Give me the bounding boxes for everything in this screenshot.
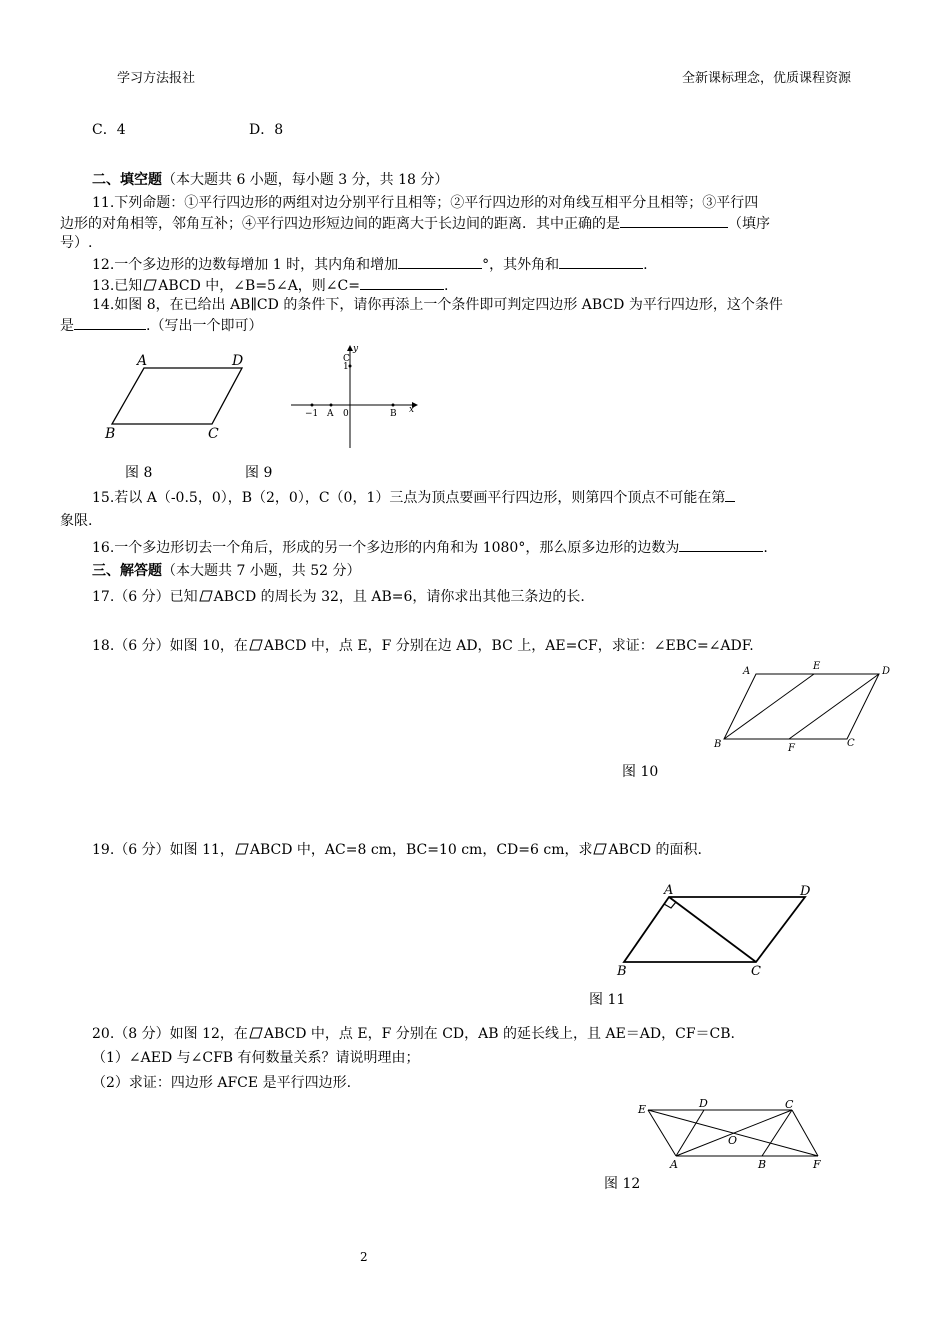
fig10-label-b: B xyxy=(714,739,722,750)
fig12-label-a: A xyxy=(670,1158,678,1171)
fig8-caption: 图 8 xyxy=(125,465,153,481)
q17 xyxy=(92,587,585,607)
fig11-diagonal-ac xyxy=(669,897,756,962)
option-c: C．4 xyxy=(92,122,126,138)
q14-blank[interactable] xyxy=(74,315,146,330)
parallelogram-icon xyxy=(143,279,157,291)
q15-line1 xyxy=(92,487,735,508)
fig9-label-one: 1 xyxy=(343,362,349,372)
fig9-point-neg1 xyxy=(311,404,314,407)
fig10-caption: 图 10 xyxy=(622,764,659,780)
parallelogram-icon xyxy=(249,639,263,651)
fig8-parallelogram xyxy=(112,368,242,424)
q20 xyxy=(92,1024,735,1044)
section2-heading xyxy=(92,170,448,190)
fig10-label-c: C xyxy=(847,738,855,749)
q11-line2-text: 边形的对角相等，邻角互补；④平行四边形短边间的距离大于长边间的距离．其中正确的是 xyxy=(60,216,620,232)
fig12-label-e: E xyxy=(638,1103,647,1116)
fig12-line-cb xyxy=(762,1110,792,1156)
fig12-label-o: O xyxy=(728,1134,738,1147)
fig8-label-a: A xyxy=(137,353,148,369)
q14-line2 xyxy=(60,315,262,336)
fig10-label-e: E xyxy=(813,661,821,672)
fig9-point-b xyxy=(392,404,395,407)
figure-10 xyxy=(706,656,896,758)
fig9-point-a xyxy=(330,404,333,407)
fig8-label-b: B xyxy=(105,426,116,442)
section3-heading xyxy=(92,561,361,581)
parallelogram-icon xyxy=(199,590,213,602)
q14-line1: 14.如图 8，在已给出 AB∥CD 的条件下，请你再添上一个条件即可判定四边形 ABCD 为平行四边形，这个条件 xyxy=(92,297,783,313)
q17-text-a: 17.（6 分）已知 xyxy=(92,589,198,605)
fig10-label-d: D xyxy=(882,666,891,677)
fig12-label-f: F xyxy=(813,1158,821,1171)
fig9-label-neg1: −1 xyxy=(305,409,319,419)
fig12-label-c: C xyxy=(785,1098,794,1111)
q20-text-b: ABCD 中，点 E，F 分别在 CD，AB 的延长线上，且 AE＝AD，CF＝CB. xyxy=(263,1026,735,1042)
q15-blank[interactable] xyxy=(725,487,735,502)
fig8-label-d: D xyxy=(232,353,244,369)
q13-blank[interactable] xyxy=(360,275,444,290)
fig11-label-d: D xyxy=(800,884,811,899)
fig9-caption: 图 9 xyxy=(245,465,273,481)
q12-blank-1[interactable] xyxy=(398,254,482,269)
q13 xyxy=(92,275,448,296)
fig10-label-a: A xyxy=(743,666,751,677)
parallelogram-icon xyxy=(593,843,607,855)
q11-answer-blank[interactable] xyxy=(620,213,728,228)
fig11-label-b: B xyxy=(617,964,627,979)
option-d: D．8 xyxy=(249,122,284,138)
fig12-line-ad xyxy=(676,1110,704,1156)
parallelogram-icon xyxy=(235,843,249,855)
q12 xyxy=(92,254,648,275)
page-number: 2 xyxy=(360,1250,368,1264)
fig11-label-a: A xyxy=(664,883,674,898)
q16-text-a: 16.一个多边形切去一个角后，形成的另一个多边形的内角和为 1080°，那么原多边形的边数为 xyxy=(92,540,680,556)
header-left: 学习方法报社 xyxy=(117,71,196,86)
fig9-label-x: x xyxy=(409,405,415,415)
fig11-label-c: C xyxy=(751,964,761,979)
fig12-label-b: B xyxy=(758,1158,767,1171)
fig12-line-cf xyxy=(792,1110,818,1156)
q12-text-c: . xyxy=(643,257,648,273)
fig9-label-b: B xyxy=(390,409,397,419)
header-right: 全新课标理念，优质课程资源 xyxy=(682,71,852,86)
section2-title: 二、填空题 xyxy=(92,172,162,188)
fig9-label-y: y xyxy=(353,344,359,354)
q20-part2: （2）求证：四边形 AFCE 是平行四边形. xyxy=(92,1075,352,1091)
q13-text-b: ABCD 中，∠B=5∠A，则∠C= xyxy=(158,278,360,294)
figure-12 xyxy=(632,1094,832,1176)
q11-line2 xyxy=(60,213,770,234)
q11-line3: 号）. xyxy=(60,235,93,251)
q20-part1: （1）∠AED 与∠CFB 有何数量关系？请说明理由； xyxy=(92,1050,420,1066)
q13-text-a: 13.已知 xyxy=(92,278,143,294)
q17-text-b: ABCD 的周长为 32，且 AB=6，请你求出其他三条边的长. xyxy=(213,589,585,605)
parallelogram-icon xyxy=(249,1027,263,1039)
fig11-caption: 图 11 xyxy=(589,992,626,1008)
fig12-caption: 图 12 xyxy=(604,1176,641,1192)
section3-title: 三、解答题 xyxy=(92,563,162,579)
section2-note: （本大题共 6 小题，每小题 3 分，共 18 分） xyxy=(162,172,449,188)
fig12-label-d: D xyxy=(699,1097,708,1110)
q20-text-a: 20.（8 分）如图 12，在 xyxy=(92,1026,248,1042)
fig9-label-a: A xyxy=(327,409,334,419)
q13-text-c: . xyxy=(443,278,449,294)
fig12-line-ef xyxy=(648,1110,818,1156)
q11-line2-tail: （填序 xyxy=(728,216,770,232)
figure-9 xyxy=(288,342,423,452)
q19-text-c: ABCD 的面积. xyxy=(608,842,702,858)
fig8-label-c: C xyxy=(208,426,219,442)
fig10-label-f: F xyxy=(788,743,795,754)
q12-blank-2[interactable] xyxy=(559,254,643,269)
fig10-line-be xyxy=(724,674,814,739)
q18-text-a: 18.（6 分）如图 10，在 xyxy=(92,638,248,654)
q14-text-a: 是 xyxy=(60,318,74,334)
q12-text-b: °，其外角和 xyxy=(482,257,560,273)
section3-note: （本大题共 7 小题，共 52 分） xyxy=(162,563,361,579)
fig11-parallelogram xyxy=(624,897,805,962)
fig9-label-c: C xyxy=(343,354,350,364)
q19 xyxy=(92,840,702,860)
q11-line1: 11.下列命题：①平行四边形的两组对边分别平行且相等；②平行四边形的对角线互相平分且相等；③平行四 xyxy=(92,195,759,211)
q19-text-b: ABCD 中，AC=8 cm，BC=10 cm，CD=6 cm，求 xyxy=(249,842,593,858)
q15-line2: 象限. xyxy=(60,513,93,529)
fig9-label-o: 0 xyxy=(343,409,349,419)
figure-8 xyxy=(100,348,260,448)
q18 xyxy=(92,636,754,656)
q12-text-a: 12.一个多边形的边数每增加 1 时，其内角和增加 xyxy=(92,257,399,273)
q19-text-a: 19.（6 分）如图 11， xyxy=(92,842,234,858)
q14-text-b: .（写出一个即可） xyxy=(146,318,263,334)
q16-text-b: . xyxy=(763,540,768,556)
q15-text: 15.若以 A（-0.5，0），B（2，0），C（0，1）三点为顶点要画平行四边形，则第四个顶点不可能在第 xyxy=(92,490,726,506)
fig10-parallelogram xyxy=(724,674,879,739)
q16 xyxy=(92,537,768,558)
q18-text-b: ABCD 中，点 E，F 分别在边 AD，BC 上，AE=CF，求证：∠EBC=∠ADF. xyxy=(263,638,754,654)
fig9-point-c xyxy=(349,365,352,368)
fig10-line-fd xyxy=(789,674,879,739)
figure-11 xyxy=(612,880,822,980)
q16-blank[interactable] xyxy=(679,537,763,552)
